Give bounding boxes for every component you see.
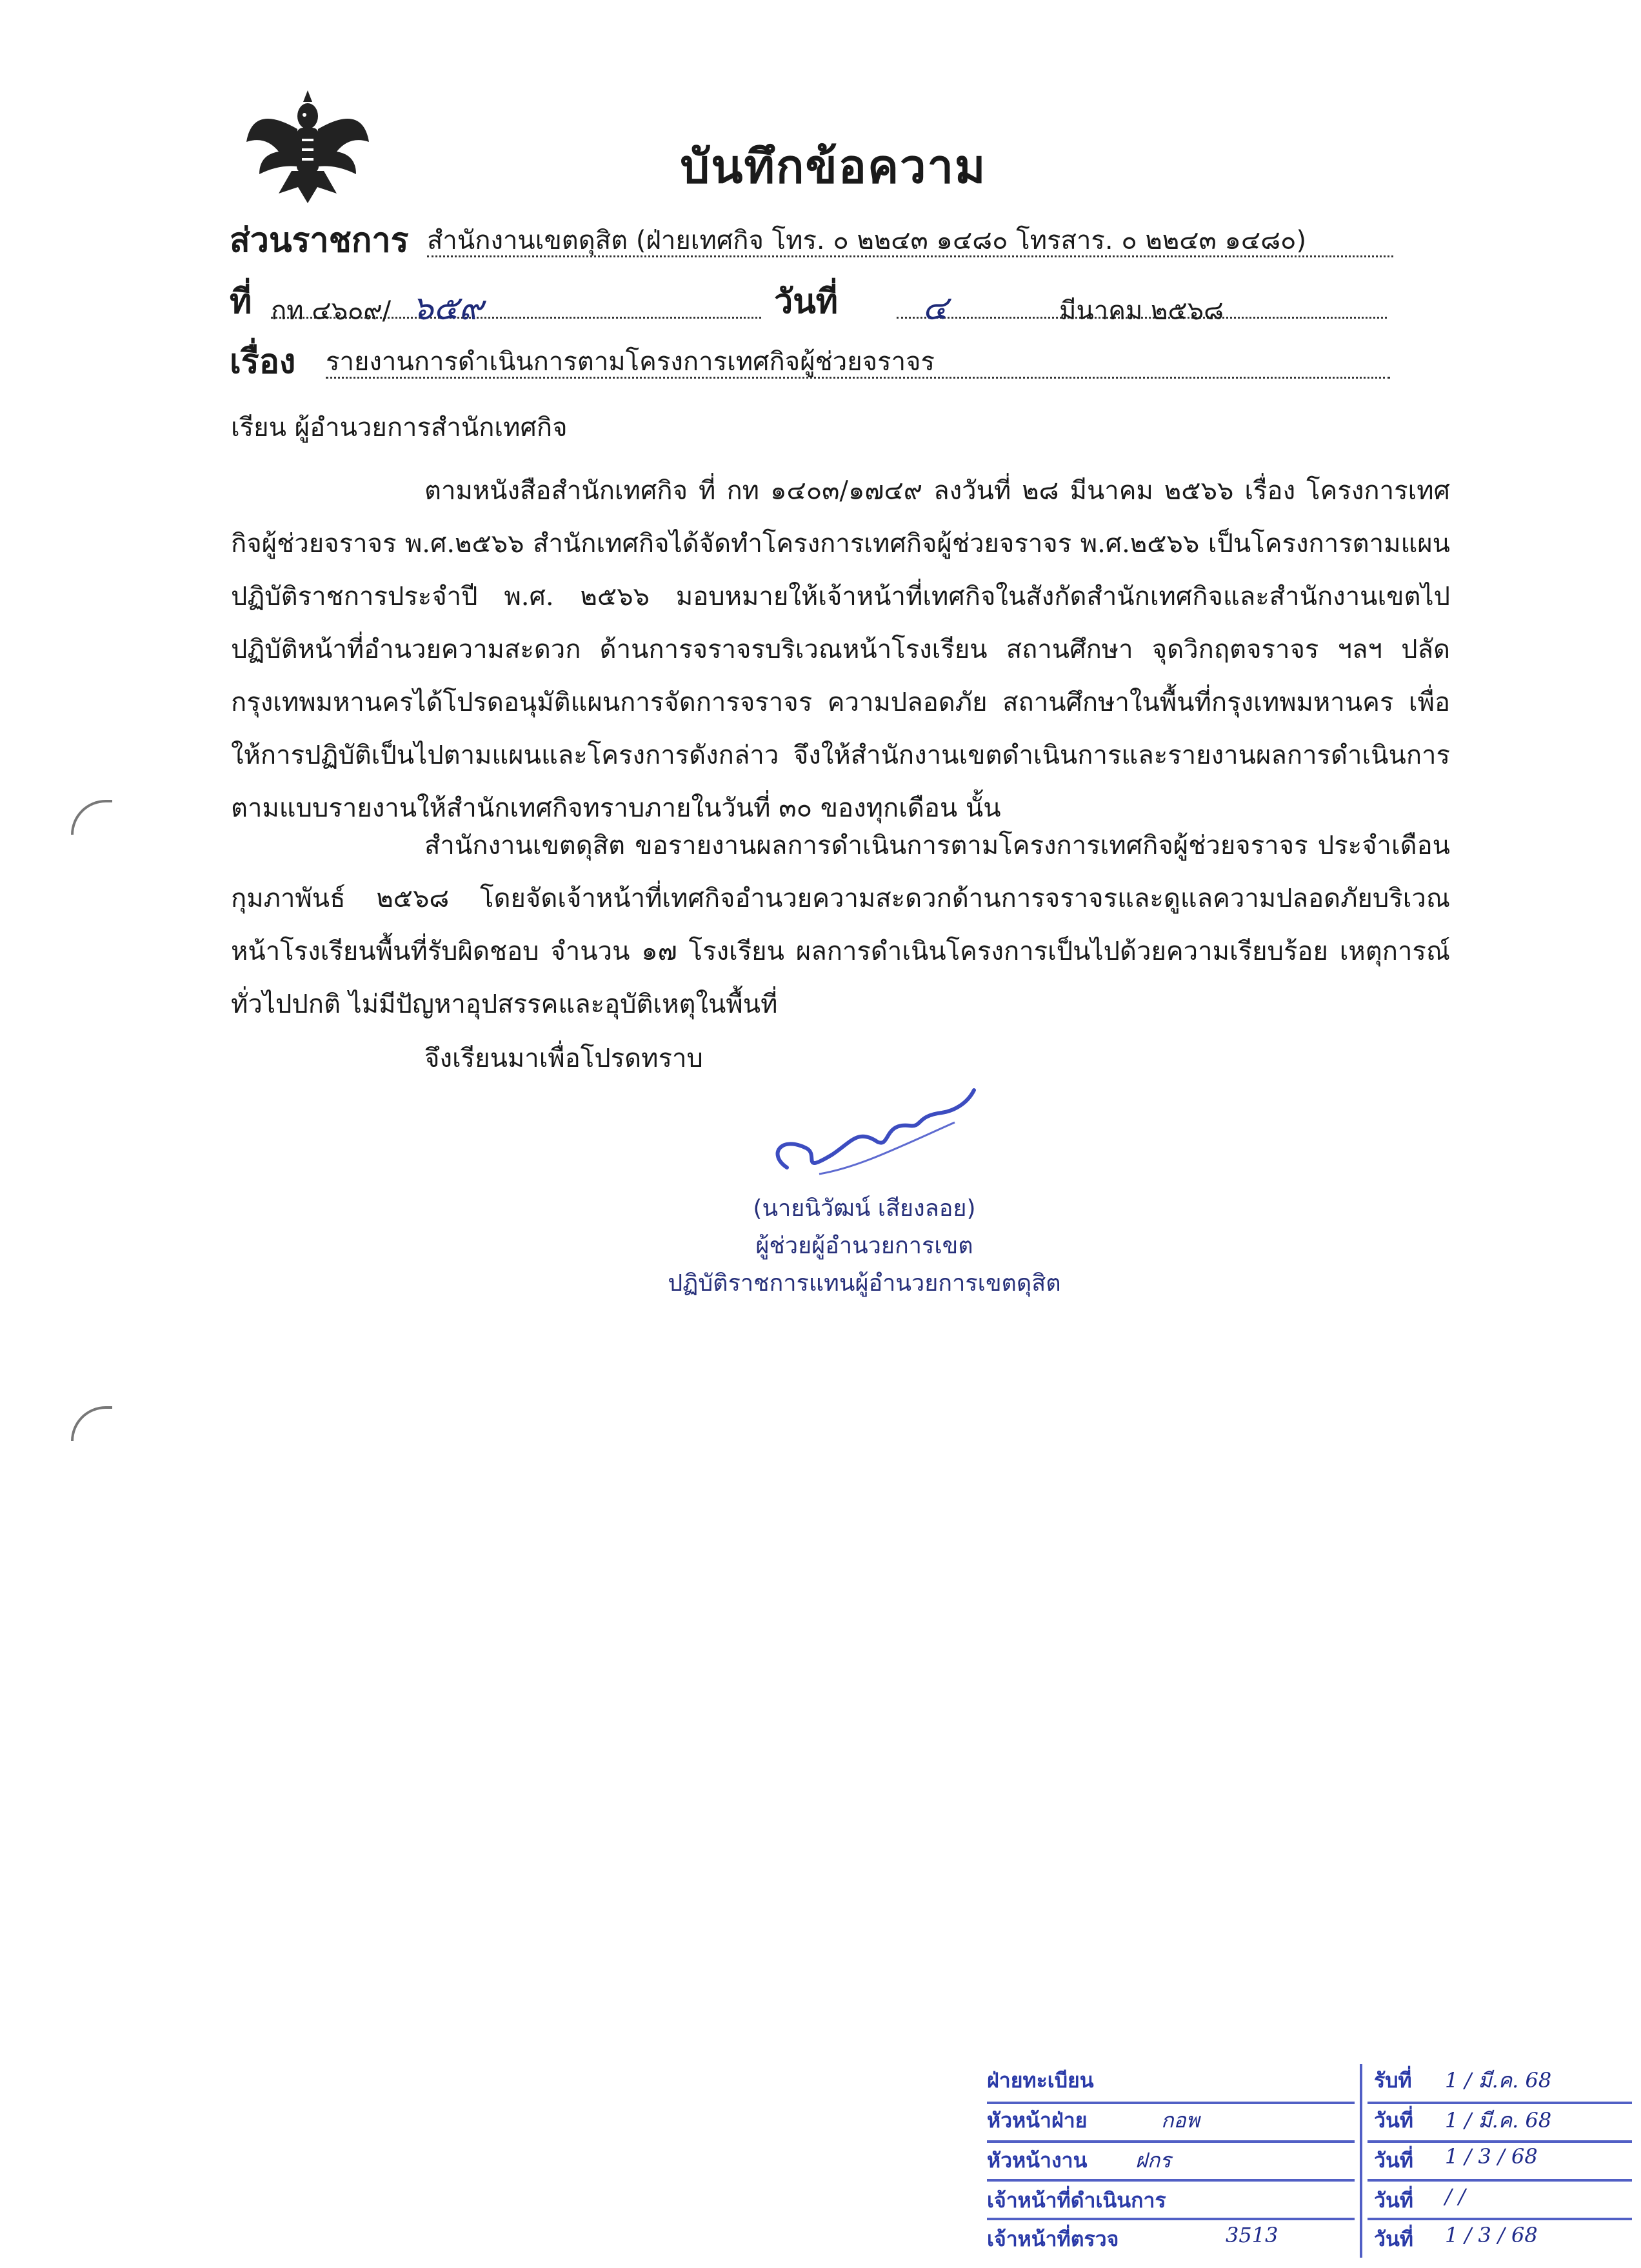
paragraph-text: จึงเรียนมาเพื่อโปรดทราบ: [424, 1044, 703, 1073]
ref-handwritten: ๖๕๙: [412, 289, 484, 328]
stamp-row-date-label: วันที่: [1374, 2148, 1413, 2173]
document-title: บันทึกข้อความ: [680, 139, 987, 194]
signature-block: [645, 1190, 1084, 1302]
date-value-line: [897, 281, 1387, 328]
stamp-row-label: หัวหน้างาน: [987, 2148, 1088, 2173]
stamp-row-initials: 3513: [1226, 2223, 1278, 2247]
signatory-acting: ปฏิบัติราชการแทนผู้อำนวยการเขตดุสิต: [668, 1270, 1061, 1297]
subject-value: รายงานการดำเนินการตามโครงการเทศกิจผู้ช่วยจราจร: [326, 341, 1390, 379]
stamp-row-date-label: วันที่: [1374, 2108, 1413, 2133]
stamp-row-date: 1 / มี.ค. 68: [1445, 2108, 1552, 2133]
date-day: ๔: [922, 289, 948, 328]
receiving-stamp: [980, 2058, 1638, 2260]
stamp-row-date: 1 / 3 / 68: [1445, 2144, 1538, 2169]
stamp-row-date-label: รับที่: [1374, 2068, 1412, 2093]
subject-label: เรื่อง: [230, 343, 296, 381]
stamp-row-label: เจ้าหน้าที่ตรวจ: [987, 2227, 1119, 2251]
stamp-row-label: หัวหน้าฝ่าย: [987, 2108, 1088, 2133]
stamp-row-date: 1 / 3 / 68: [1445, 2223, 1538, 2247]
paragraph-text: ตามหนังสือสำนักเทศกิจ ที่ กท ๑๔๐๓/๑๗๔๙ ลงวันที่ ๒๘ มีนาคม ๒๕๖๖ เรื่อง โครงการเทศกิจผู้ช่วยจราจร พ.ศ.๒๕๖๖ สำนักเทศกิจได้จัดทำโครงการเทศกิจผู้ช่วยจราจร พ.ศ.๒๕๖๖ เป็นโครงการตามแผนปฏิบัติราชการประจำปี พ.ศ. ๒๕๖๖ มอบหมายให้เจ้าหน้าที่เทศกิจในสังกัดสำนักเทศกิจและสำนักงานเขตไปปฏิบัติหน้าที่อำนวยความสะดวก ด้านการจราจรบริเวณหน้าโรงเรียน สถานศึกษา จุดวิกฤตจราจร ฯลฯ ปลัดกรุงเทพมหานครได้โปรดอนุมัติแผนการจัดการจราจร ความปลอดภัย สถานศึกษาในพื้นที่กรุงเทพมหานคร เพื่อให้การปฏิบัติเป็นไปตามแผนและโครงการดังกล่าว จึงให้สำนักงานเขตดำเนินการและรายงานผลการดำเนินการตามแบบรายงานให้สำนักเทศกิจทราบภายในวันที่ ๓๐ ของทุกเดือน นั้น: [231, 476, 1450, 823]
agency-label: ส่วนราชการ: [230, 221, 409, 260]
stamp-row-date-label: วันที่: [1374, 2227, 1413, 2251]
body-paragraph-1: [231, 464, 1450, 835]
stamp-row: [980, 2064, 1638, 2109]
stamp-row-label: เจ้าหน้าที่ดำเนินการ: [987, 2188, 1166, 2213]
stamp-row: [980, 2104, 1638, 2149]
date-month-year: มีนาคม ๒๕๖๘: [1059, 296, 1224, 326]
agency-value: สำนักงานเขตดุสิต (ฝ่ายเทศกิจ โทร. ๐ ๒๒๔๓ ๑๔๘๐ โทรสาร. ๐ ๒๒๔๓ ๑๔๘๐): [427, 219, 1393, 257]
stamp-row-date: / /: [1445, 2184, 1466, 2209]
signatory-name: (นายนิวัฒน์ เสียงลอย): [753, 1195, 976, 1222]
stamp-row-initials: ฝกร: [1135, 2148, 1171, 2173]
stamp-row: [980, 2223, 1638, 2268]
salutation: เรียน ผู้อำนวยการสำนักเทศกิจ: [231, 413, 568, 443]
signatory-position: ผู้ช่วยผู้อำนวยการเขต: [755, 1233, 973, 1259]
date-label: วันที่: [774, 283, 839, 321]
stamp-row-initials: กอพ: [1161, 2108, 1200, 2133]
signature-scribble: [761, 1077, 993, 1187]
stamp-row-label: ฝ่ายทะเบียน: [987, 2068, 1094, 2093]
stamp-row-date-label: วันที่: [1374, 2188, 1413, 2213]
punch-hole-mark: [71, 800, 112, 835]
ref-value-line: [271, 281, 761, 328]
ref-value: กท ๔๖๐๙/: [271, 296, 392, 326]
body-paragraph-2: [231, 819, 1450, 1031]
paragraph-text: สำนักงานเขตดุสิต ขอรายงานผลการดำเนินการตามโครงการเทศกิจผู้ช่วยจราจร ประจำเดือน กุมภาพันธ์ ๒๕๖๘ โดยจัดเจ้าหน้าที่เทศกิจอำนวยความสะดวกด้านการจราจรและดูแลความปลอดภัยบริเวณหน้าโรงเรียนพื้นที่รับผิดชอบ จำนวน ๑๗ โรงเรียน ผลการดำเนินโครงการเป็นไปด้วยความเรียบร้อย เหตุการณ์ทั่วไปปกติ ไม่มีปัญหาอุปสรรคและอุบัติเหตุในพื้นที่: [231, 831, 1450, 1019]
stamp-row-date: 1 / มี.ค. 68: [1445, 2068, 1552, 2093]
punch-hole-mark: [71, 1406, 112, 1441]
stamp-row: [980, 2144, 1638, 2189]
ref-label: ที่: [230, 283, 252, 321]
